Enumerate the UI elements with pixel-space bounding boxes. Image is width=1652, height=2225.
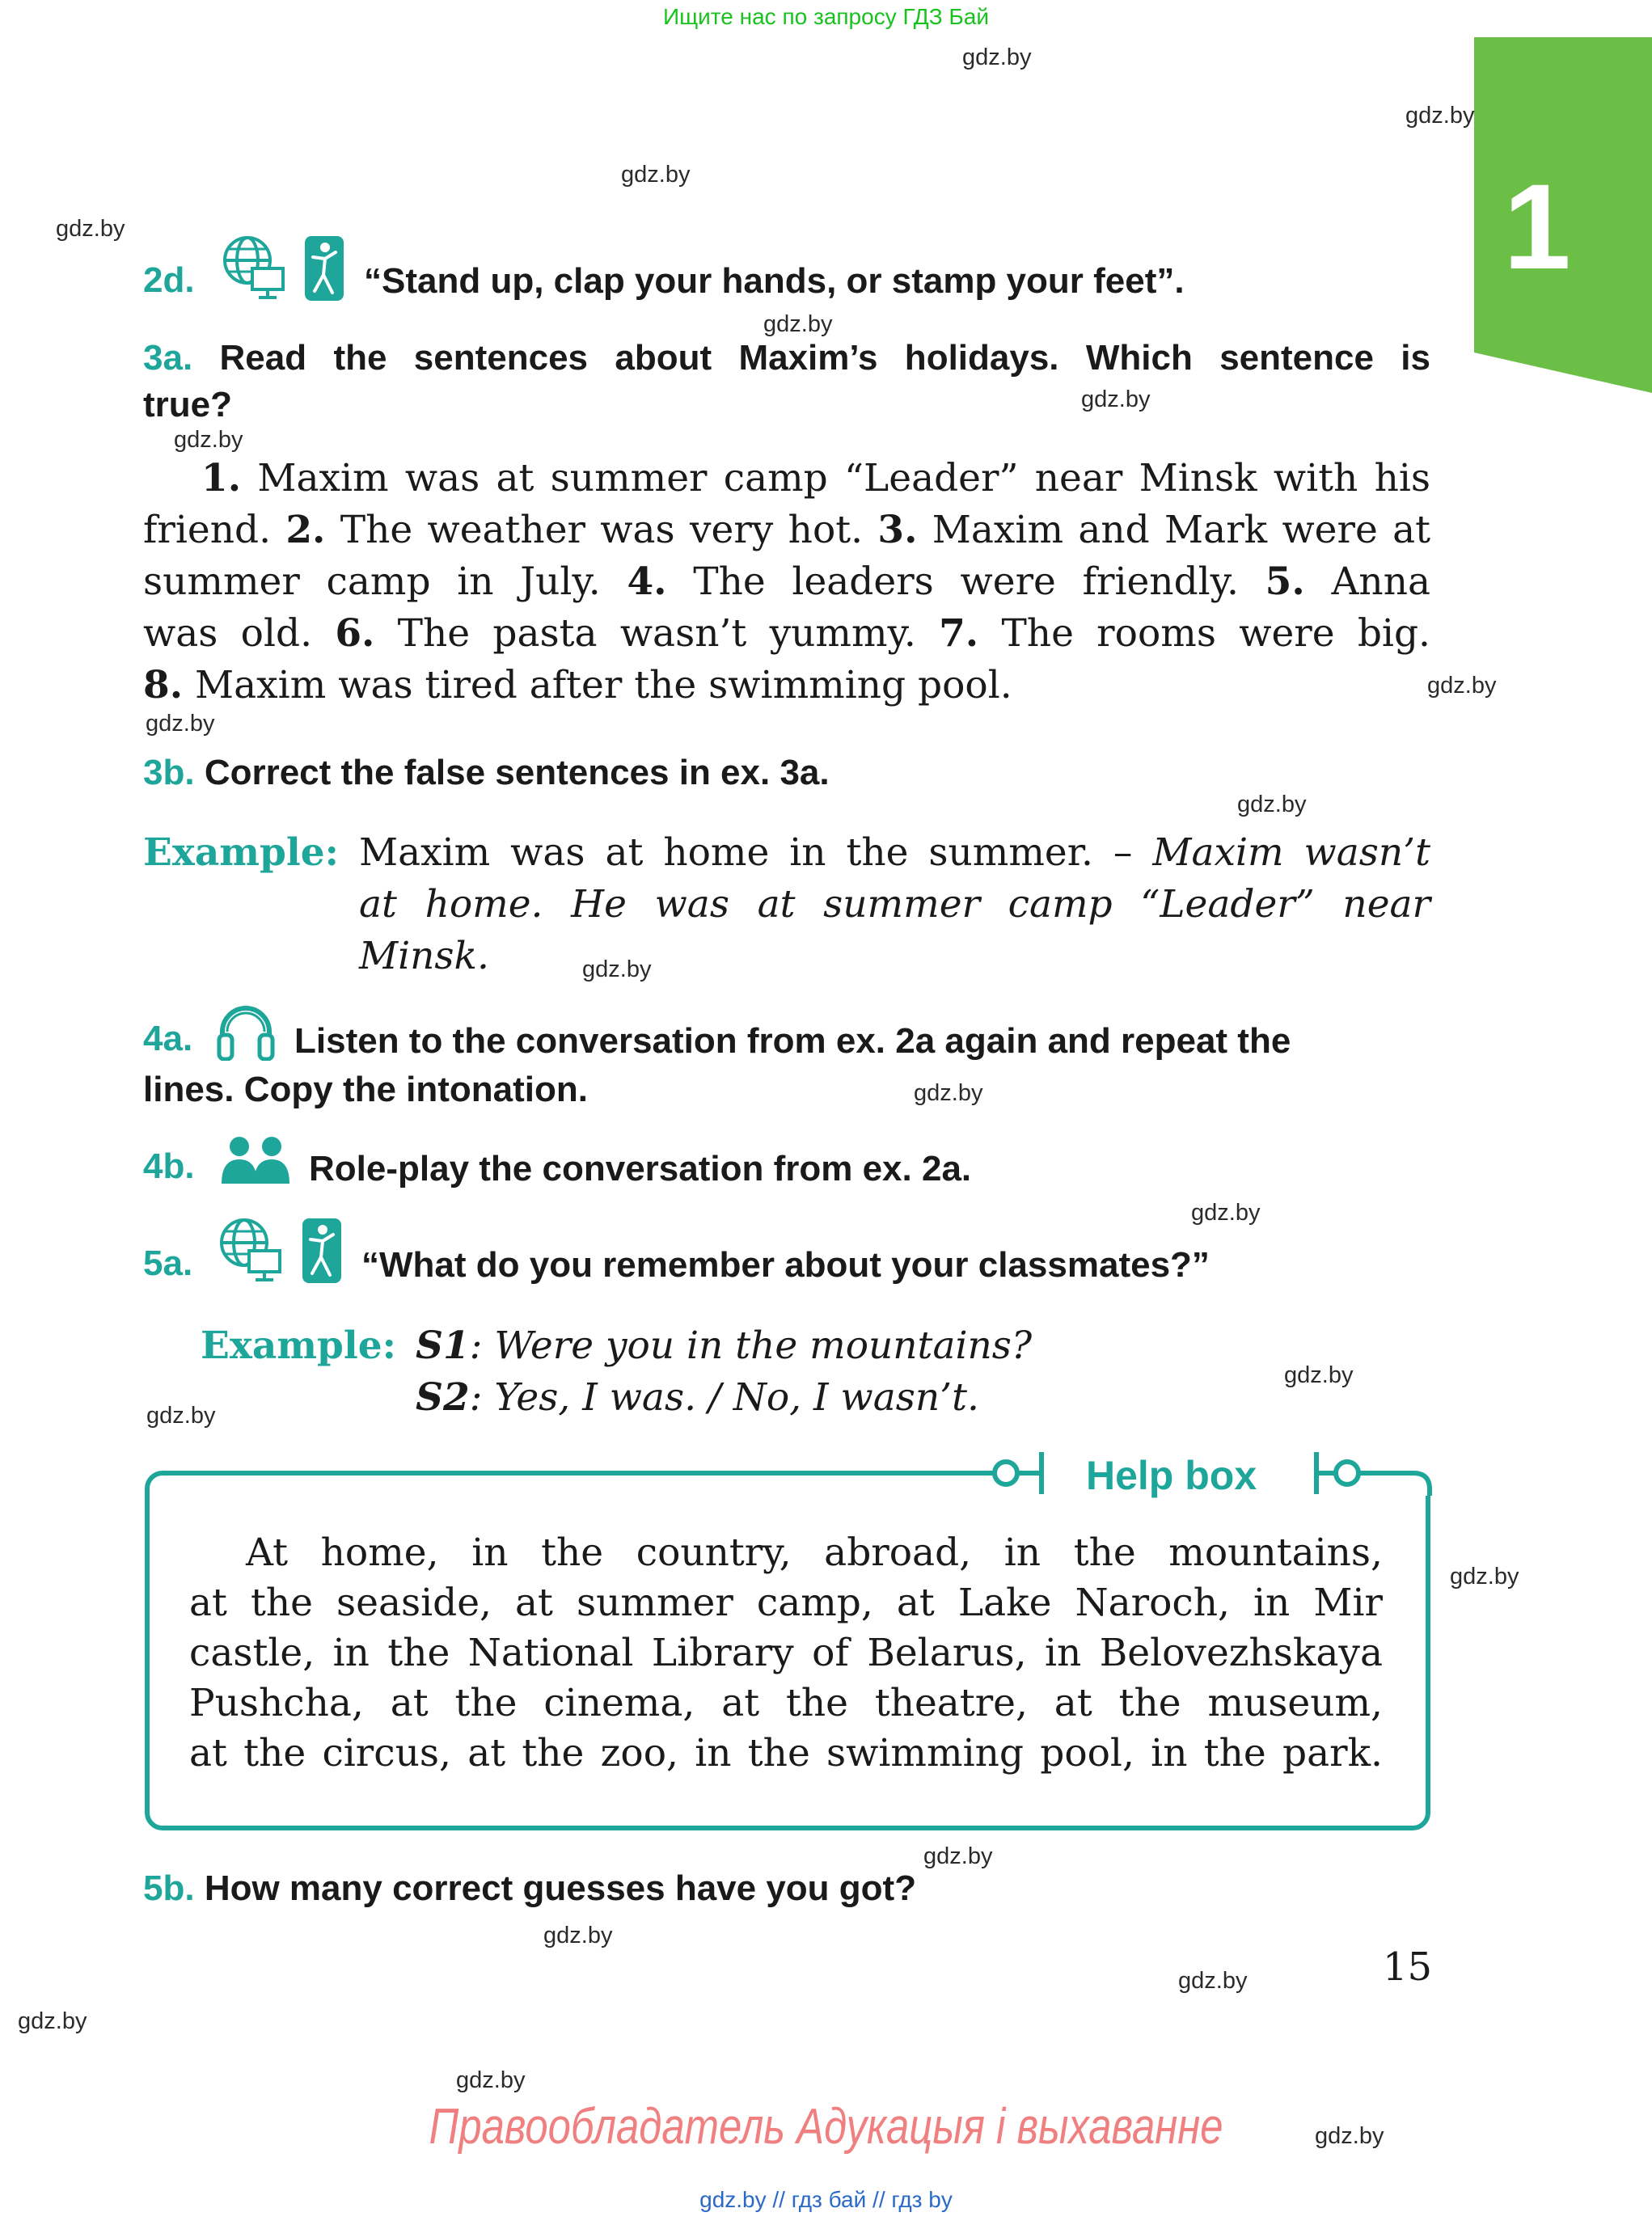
watermark: gdz.by — [1284, 1362, 1354, 1388]
watermark: gdz.by — [923, 1843, 993, 1869]
exercise-number-5a: 5a. — [143, 1243, 193, 1283]
watermark: gdz.by — [582, 956, 652, 982]
exercise-3a-instruction-line2: true? — [143, 385, 232, 424]
watermark: gdz.by — [146, 711, 215, 737]
sentence-line: 8. Maxim was tired after the swimming pool. — [143, 663, 1012, 707]
watermark: gdz.by — [456, 2067, 526, 2093]
example-line-s1: S1: Were you in the mountains? — [416, 1324, 1033, 1368]
example-line: Minsk. — [359, 934, 489, 978]
top-banner: Ищите нас по запросу ГДЗ Бай — [662, 4, 990, 29]
watermark: gdz.by — [1450, 1564, 1519, 1590]
chapter-number: 1 — [1503, 158, 1571, 294]
sentence-line: summer camp in July. 4. The leaders were friendly. 5. Anna — [143, 559, 1430, 604]
exercise-number-4b: 4b. — [143, 1146, 195, 1186]
person-moving-icon — [301, 1217, 343, 1285]
exercise-number-5b: 5b. — [143, 1868, 195, 1908]
exercise-5b-instruction: How many correct guesses have you got? — [204, 1868, 917, 1908]
watermark: gdz.by — [962, 44, 1032, 70]
example-line: at home. He was at summer camp “Leader” near — [359, 882, 1430, 927]
pair-work-icon — [220, 1135, 291, 1185]
exercise-number-3a: 3a. — [143, 338, 193, 378]
sentence-line: friend. 2. The weather was very hot. 3. Maxim and Mark were at — [143, 508, 1430, 552]
help-line: castle, in the National Library of Belarus, in Belovezhskaya — [189, 1631, 1383, 1675]
example-label: Example: — [201, 1324, 396, 1368]
watermark: gdz.by — [1081, 386, 1151, 412]
watermark: gdz.by — [914, 1080, 983, 1106]
example-line-s2: S2: Yes, I was. / No, I wasn’t. — [416, 1375, 979, 1420]
watermark: gdz.by — [1427, 673, 1497, 699]
exercise-3b-heading — [143, 749, 830, 797]
watermark: gdz.by — [1191, 1200, 1261, 1226]
footer-links[interactable]: gdz.by // гдз бай // гдз by — [699, 2187, 953, 2212]
exercise-4b-instruction: Role-play the conversation from ex. 2a. — [309, 1149, 972, 1188]
sentence-line: 1. Maxim was at summer camp “Leader” near Minsk with his — [201, 456, 1430, 500]
help-line: at the seaside, at summer camp, at Lake Naroch, in Mir — [189, 1581, 1383, 1625]
copyright-notice: Правообладатель Адукацыя і выхаванне — [429, 2099, 1223, 2155]
watermark: gdz.by — [543, 1923, 613, 1948]
watermark: gdz.by — [56, 216, 125, 242]
globe-computer-icon — [217, 1217, 283, 1283]
watermark: gdz.by — [1178, 1968, 1248, 1994]
exercise-5b-heading — [143, 1864, 916, 1913]
help-line: At home, in the country, abroad, in the mountains, — [246, 1530, 1383, 1575]
exercise-number-4a: 4a. — [143, 1019, 193, 1058]
exercise-3a-heading — [143, 334, 1430, 429]
exercise-4a-instruction-line1: Listen to the conversation from ex. 2a again and repeat the — [294, 1021, 1291, 1061]
exercise-2d-instruction: “Stand up, clap your hands, or stamp your feet”. — [364, 261, 1185, 301]
exercise-3a-sentences — [143, 453, 1430, 711]
help-line: Pushcha, at the cinema, at the theatre, at the museum, — [189, 1681, 1383, 1725]
help-line: at the circus, at the zoo, in the swimming pool, in the park. — [189, 1731, 1383, 1775]
watermark: gdz.by — [621, 162, 691, 188]
exercise-4a-instruction-line2: lines. Copy the intonation. — [143, 1070, 588, 1109]
person-moving-icon — [303, 234, 345, 302]
watermark: gdz.by — [1315, 2123, 1384, 2149]
exercise-3b-instruction: Correct the false sentences in ex. 3a. — [204, 753, 830, 792]
exercise-3b-example — [359, 827, 1430, 982]
exercise-number-3b: 3b. — [143, 753, 195, 792]
help-box-text — [189, 1528, 1383, 1779]
exercise-number-2d: 2d. — [143, 260, 195, 300]
help-box-title: Help box — [1086, 1453, 1257, 1498]
watermark: gdz.by — [763, 311, 833, 337]
watermark: gdz.by — [146, 1403, 216, 1429]
headphones-icon — [216, 1003, 276, 1061]
example-label: Example: — [143, 830, 339, 875]
sentence-line: was old. 6. The pasta wasn’t yummy. 7. The rooms were big. — [143, 611, 1430, 656]
page-number: 15 — [1383, 1944, 1433, 1990]
watermark: gdz.by — [18, 2008, 87, 2034]
example-line: Maxim was at home in the summer. – Maxim wasn’t — [359, 830, 1430, 875]
watermark: gdz.by — [1405, 103, 1475, 129]
watermark: gdz.by — [174, 427, 243, 453]
exercise-3a-instruction-line1: Read the sentences about Maxim’s holidays. Which sentence is — [219, 338, 1430, 378]
exercise-5a-instruction: “What do you remember about your classmates?” — [361, 1245, 1210, 1285]
watermark: gdz.by — [1237, 792, 1307, 817]
globe-computer-icon — [220, 234, 286, 301]
exercise-5a-example — [416, 1320, 1032, 1424]
